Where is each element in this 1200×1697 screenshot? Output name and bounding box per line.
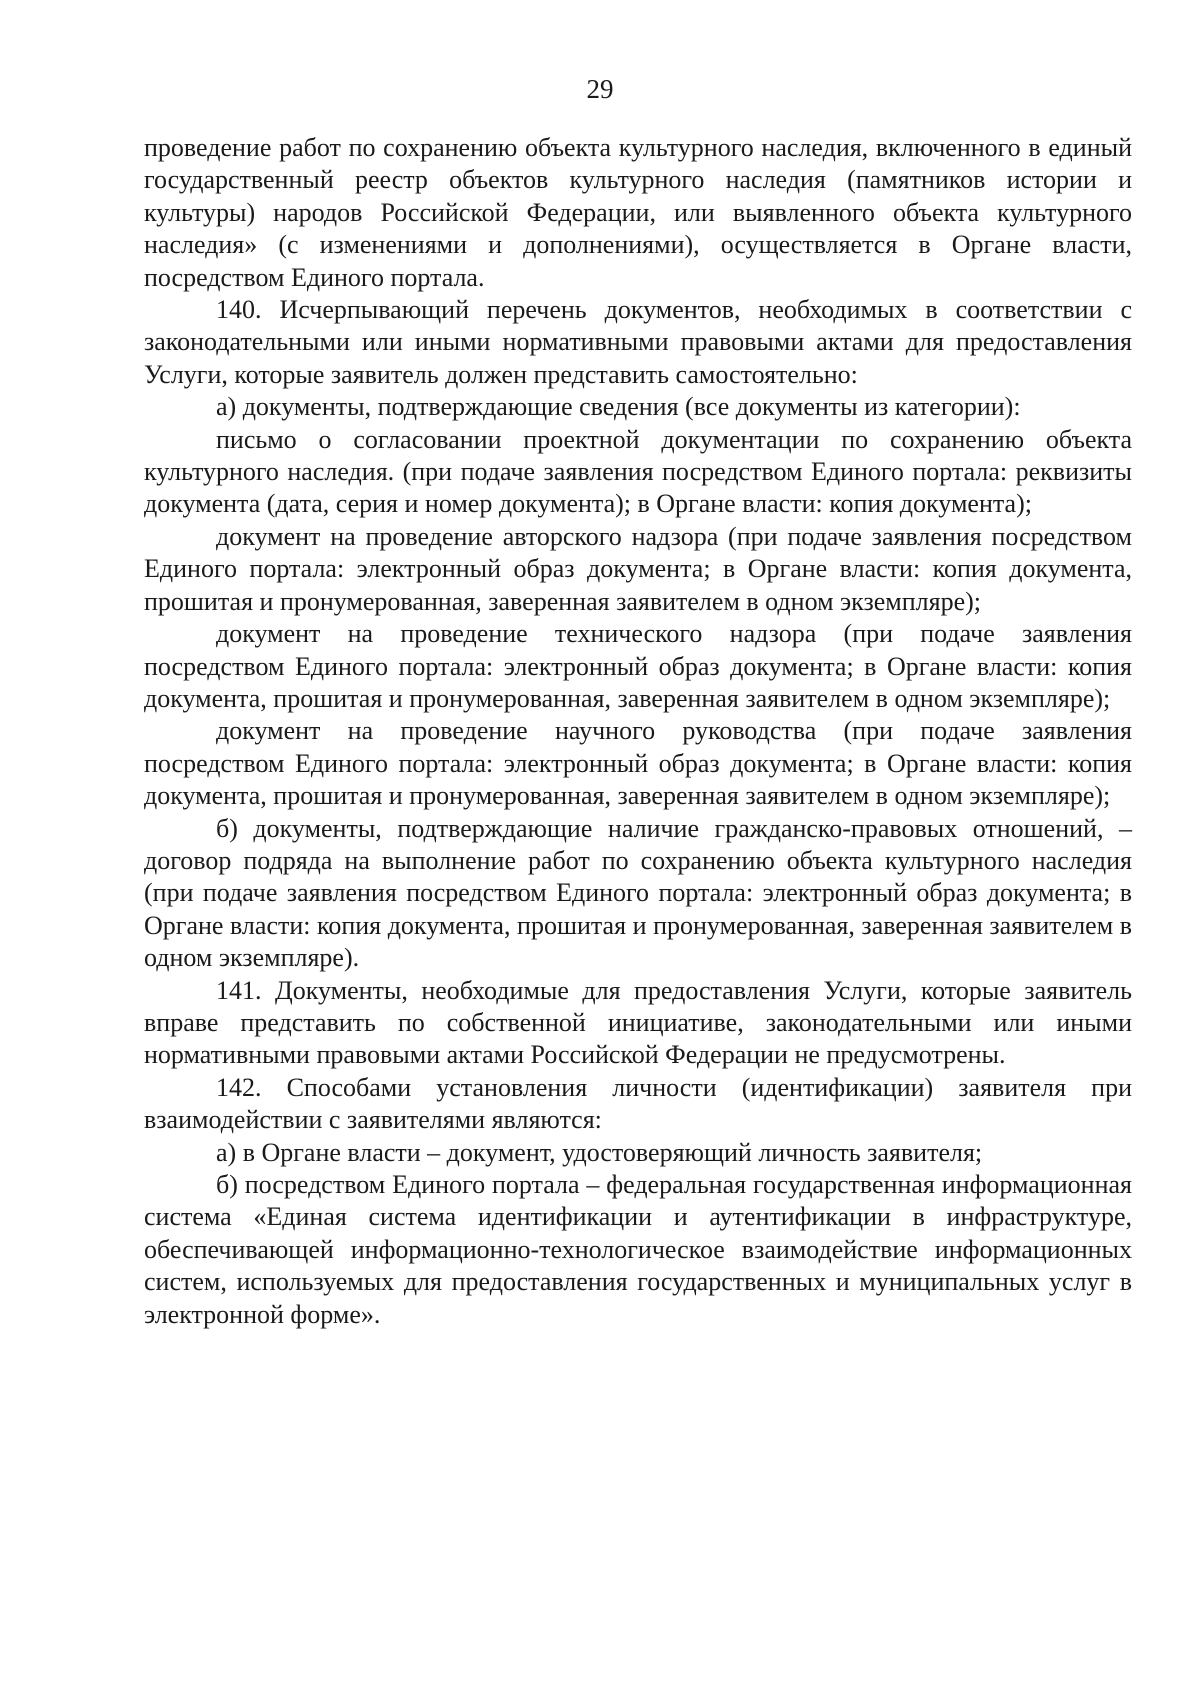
paragraph-continuation: проведение работ по сохранению объекта культурного наследия, включенного в единый государственный реестр объектов культурного наследия (памятников истории и культуры) народов Российской Федерации, или выявленного объекта культурного наследия» (с изменениями и дополнениями), осуществляется в Органе власти, посредством Единого портала.	[144, 133, 1132, 292]
paragraph-140-b: б) документы, подтверждающие наличие гражданско-правовых отношений, – договор подряда на выполнение работ по сохранению объекта культурного наследия (при подаче заявления посредством Единого портала: электронный образ документа; в Органе власти: копия документа, прошитая и пронумерованная, заверенная заявителем в одном экземпляре).	[144, 813, 1132, 973]
paragraph-140: 140. Исчерпывающий перечень документов, необходимых в соответствии с законодательными или иными нормативными правовыми актами для предоставления Услуги, которые заявитель должен представить самостоятельно:	[144, 295, 1132, 389]
document-body	[144, 132, 1132, 1331]
paragraph-142-b: б) посредством Единого портала – федеральная государственная информационная система «Единая система идентификации и аутентификации в инфраструктуре, обеспечивающей информационно-технологическое взаимодействие информационных систем, используемых для предоставления государственных и муниципальных услуг в электронной форме».	[144, 1170, 1132, 1329]
paragraph-141: 141. Документы, необходимые для предоставления Услуги, которые заявитель вправе представить по собственной инициативе, законодательными или иными нормативными правовыми актами Российской Федерации не предусмотрены.	[144, 975, 1132, 1070]
paragraph-142: 142. Способами установления личности (идентификации) заявителя при взаимодействии с заявителями являются:	[144, 1072, 1132, 1135]
paragraph-letter-approval: письмо о согласовании проектной документации по сохранению объекта культурного наследия. (при подаче заявления посредством Единого портала: реквизиты документа (дата, серия и номер документа); в Органе власти: копия документа);	[144, 424, 1132, 519]
paragraph-scientific-guidance: документ на проведение научного руководства (при подаче заявления посредством Единого портала: электронный образ документа; в Органе власти: копия документа, прошитая и пронумерованная, заверенная заявителем в одном экземпляре);	[144, 716, 1132, 811]
paragraph-author-supervision: документ на проведение авторского надзора (при подаче заявления посредством Единого портала: электронный образ документа; в Органе власти: копия документа, прошитая и пронумерованная, заверенная заявителем в одном экземпляре);	[144, 521, 1132, 616]
paragraph-142-a: а) в Органе власти – документ, удостоверяющий личность заявителя;	[216, 1137, 983, 1167]
paragraph-technical-supervision: документ на проведение технического надзора (при подаче заявления посредством Единого портала: электронный образ документа; в Органе власти: копия документа, прошитая и пронумерованная, заверенная заявителем в одном экземпляре);	[144, 619, 1132, 713]
page-number: 29	[586, 74, 614, 104]
paragraph-140-a: а) документы, подтверждающие сведения (все документы из категории):	[216, 392, 1021, 422]
